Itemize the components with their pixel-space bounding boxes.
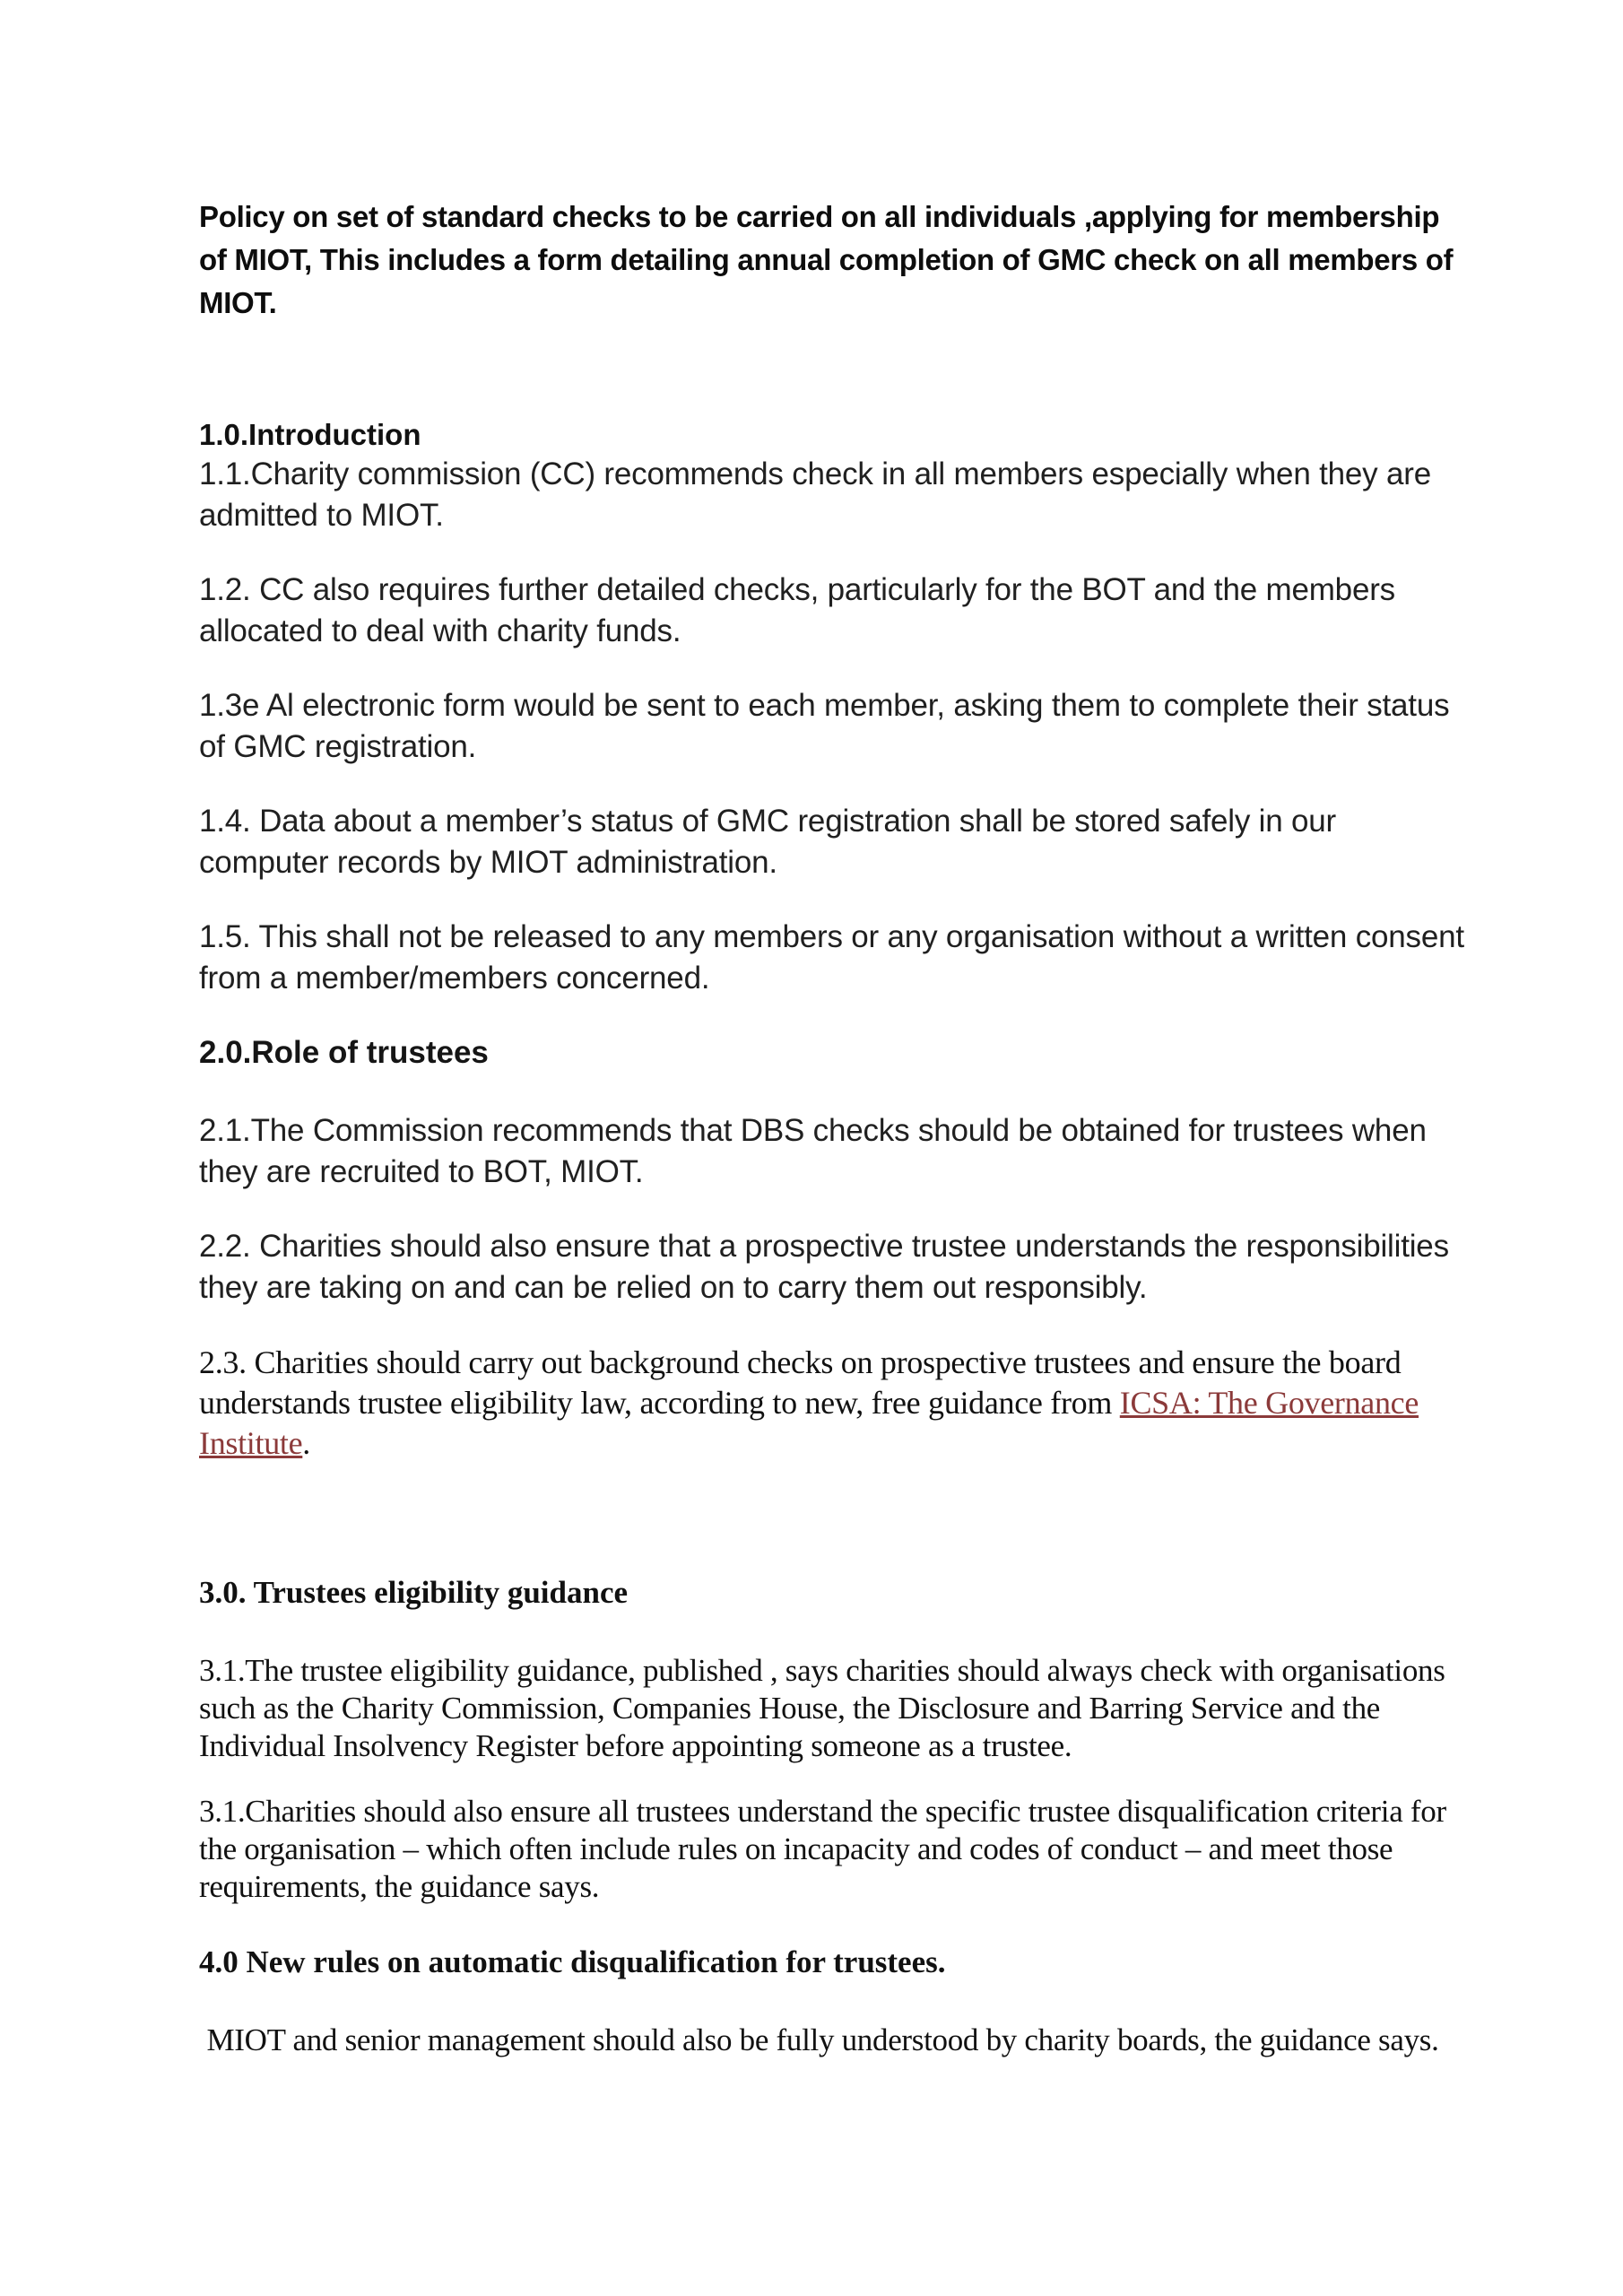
paragraph-2-3-end: . (302, 1425, 310, 1461)
paragraph-1-4: 1.4. Data about a member’s status of GMC registration shall be stored safely in our computer records by MIOT administration. (199, 804, 1337, 880)
paragraph-3-1b: 3.1.Charities should also ensure all trustees understand the specific trustee disqualification criteria for the organisation – which often include rules on incapacity and codes of conduct – and meet those requirements, the guidance says. (199, 1794, 1446, 1904)
icsa-governance-institute-link[interactable]: ICSA: The Governance Institute (199, 1385, 1419, 1461)
paragraph-1-1: 1.1.Charity commission (CC) recommends check in all members especially when they are admitted to MIOT. (199, 457, 1431, 533)
document-title: Policy on set of standard checks to be carried on all individuals ,applying for membership of MIOT, This includes a form detailing annual completion of GMC check on all members of MIOT. (199, 200, 1454, 319)
section-heading-introduction: 1.0.Introduction (199, 418, 421, 451)
paragraph-2-3 (199, 1343, 1472, 1464)
paragraph-2-3-text: 2.3. Charities should carry out background checks on prospective trustees and ensure the board understands trustee eligibility law, according to new, free guidance from (199, 1344, 1402, 1421)
section-heading-trustees-eligibility: 3.0. Trustees eligibility guidance (199, 1575, 629, 1610)
paragraph-1-3: 1.3e Al electronic form would be sent to each member, asking them to complete their status of GMC registration. (199, 688, 1450, 764)
paragraph-2-2: 2.2. Charities should also ensure that a prospective trustee understands the responsibilities they are taking on and can be relied on to carry them out responsibly. (199, 1229, 1449, 1305)
section-heading-role-of-trustees: 2.0.Role of trustees (199, 1035, 489, 1070)
section-heading-new-rules: 4.0 New rules on automatic disqualification for trustees. (199, 1944, 946, 1979)
paragraph-2-1: 2.1.The Commission recommends that DBS checks should be obtained for trustees when they are recruited to BOT, MIOT. (199, 1113, 1427, 1189)
paragraph-3-1: 3.1.The trustee eligibility guidance, published , says charities should always check with organisations such as the Charity Commission, Companies House, the Disclosure and Barring Service and the Individual Insolvency Register before appointing someone as a trustee. (199, 1653, 1445, 1763)
paragraph-1-5: 1.5. This shall not be released to any members or any organisation without a written consent from a member/members concerned. (199, 919, 1464, 996)
paragraph-4-1: MIOT and senior management should also be fully understood by charity boards, the guidance says. (199, 2022, 1439, 2057)
paragraph-1-2: 1.2. CC also requires further detailed checks, particularly for the BOT and the members allocated to deal with charity funds. (199, 572, 1395, 648)
